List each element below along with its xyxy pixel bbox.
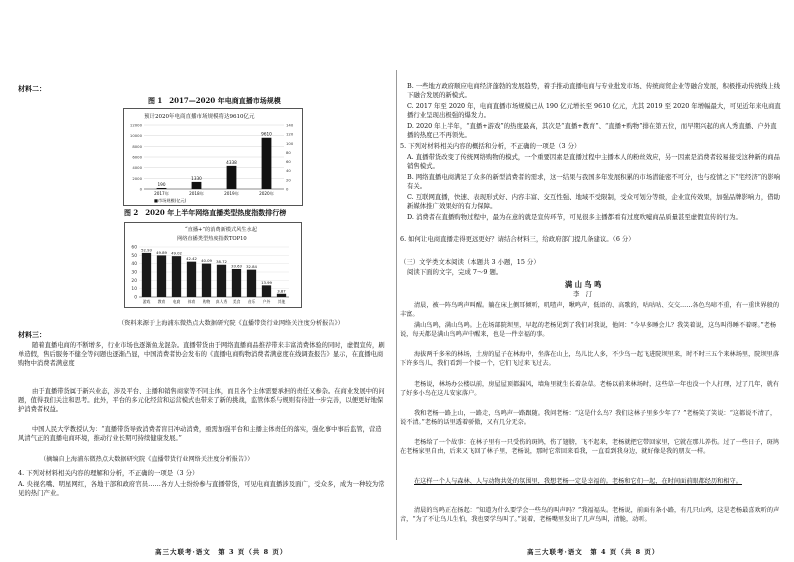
fig2-svg (125, 223, 301, 307)
fig1-x-tick: 2019年 (224, 191, 239, 196)
fig1-x-tick: 2018年 (189, 191, 204, 196)
fig1-y2-tick: 60 (286, 159, 291, 165)
fig1-y2-tick: 80 (286, 149, 291, 155)
question-4: 4. 下列对材料相关内容的理解和分析，不正确的一项是（3 分） (18, 469, 199, 477)
page-footer-right: 高三大联考·语文 第 4 页（共 8 页） (527, 548, 660, 556)
question-5-option-c[interactable]: C. 互联网直播，快速、表现形式好、内容丰富、交互性强、地域不受限制，受众可划分等级，企业宣传效果，加强品牌影响力，借助新媒体推广效果好的有力保障。 (407, 193, 780, 211)
question-4-option-a[interactable]: A. 央视名嘴、明星网红，各地干部和政府官员……各方人士纷纷参与直播带货，可见电商直播涉及面广，受众多，成为一种较为常见的热门产业。 (18, 480, 385, 498)
fig1-value-label: 4338 (226, 159, 237, 165)
fig1-y2-tick: 100 (286, 140, 294, 146)
story-para-6: 老杨给了一个故事：在林子里有一只受伤的斑鸠，伤了翅膀，飞不起来，老杨就把它带回家里，它就在那儿养伤。过了一些日子，斑鸠在老杨家里自由，后来又飞回了林子里，老杨说，那时它常回来看我，一直看到我身边，就好像是我的朋友一样。 (400, 439, 780, 456)
fig1-y2-tick: 140 (286, 122, 294, 128)
fig1-y-tick: 4000 (132, 165, 142, 171)
fig2-x-tick: 体育 (187, 299, 196, 304)
fig2-x-tick: 电商 (172, 299, 181, 304)
material3-label: 材料三： (18, 330, 46, 339)
fig1-y-tick: 6000 (132, 154, 142, 160)
story-para-3: 海拔两千多米的林场，土房的屋子在林海中，坐落在山上，鸟儿比人多，不少鸟一起飞进院坝里来，时不时三五个来林场里，院坝里落下许多鸟儿，我们看到一个接一个，它们飞过来飞过去。 (400, 351, 780, 368)
fig1-title: 图 1 2017—2020 年电商直播市场规模 (148, 96, 281, 105)
fig1-y2-tick: 120 (286, 131, 294, 137)
fig2-y-tick: 60 (131, 245, 137, 251)
fig1-value-label: 9610 (261, 131, 272, 137)
fig2-x-tick: 音乐 (247, 299, 256, 304)
fig2-value-label: 42.42 (186, 256, 197, 262)
fig1-y-tick: 10000 (129, 133, 142, 139)
fig2-bar (202, 264, 211, 297)
fig1-y-tick: 0 (139, 186, 142, 192)
fig2-y-tick: 0 (134, 295, 137, 301)
fig1-note: 预计2020年电商直播市场规模将达9610亿元 (144, 114, 255, 120)
fig2-bar (157, 255, 166, 297)
fig1-bar (227, 166, 237, 189)
fig2-y-tick: 50 (131, 253, 137, 259)
question-5-option-b[interactable]: B. 网络直播电商满足了众多的新型消费者的需求，这一结果与我国多年发展积累的市场潜能密不可分，也与疫情之下“宅经济”的影响有关。 (407, 173, 781, 191)
fig2-bar (262, 285, 271, 297)
fig2-sub1: “直播+”的消费新模式风生水起 (185, 227, 257, 233)
fig2-value-label: 32.84 (246, 264, 257, 270)
story-para-2: 满山鸟鸣，满山鸟鸣。上在场部院坝里，早起的老杨见到了我们对我说，他问：“今早多睡会儿？我笑着说，这鸟叫得睡不着呀。”老杨说，每天都是满山鸟鸣声中醒来，也是一件幸福的事。 (400, 322, 777, 339)
question-5-option-d[interactable]: D. 消费者在直播购物过程中，最为在意的就是宣传环节，可见很多主播都看有过度吹嘘商品质量甚至虚假宣传的行为。 (407, 213, 742, 221)
story-para-8: 清晨的鸟鸣正在扬起：“知道为什么要学会一些鸟的叫声吗？”我福福头。老杨说，前面有条小路，有几只山鸡，这是老杨最喜欢听的声音，“为了不让鸟儿生怕，我也要学鸟叫了。”说着，老杨嘴里发出了几声鸟叫，清脆，动听。 (400, 507, 780, 524)
fig1-chart (123, 108, 303, 206)
fig2-value-label: 49.89 (156, 249, 167, 255)
section-instruction: 阅读下面的文字，完成 7～9 题。 (407, 268, 503, 276)
page-footer-left: 高三大联考·语文 第 3 页（共 8 页） (155, 548, 288, 556)
fig1-y2-tick: 40 (286, 168, 291, 174)
fig2-y-tick: 10 (131, 287, 137, 293)
story-para-1: 清晨，被一阵鸟鸣声叫醒。躺在床上侧耳倾听，叽喳声，啾鸣声，低语的、高歌的，咕咕咕、交交……各色鸟啼不重，有一重世界般的丰富。 (400, 302, 780, 319)
para-1: 随着直播电商的不断增多，行业市场也逐渐鱼龙混杂。直播带货由于网络直播商品推荐带来丰富消费体验的同时，虚假宣传，刷单造假，售后服务不健全等问题也逐渐凸显，中国消费者协会发布的《直播电商购物消费者满意度在线调查报告》显示，在直播电商购物中消费者满意度 (18, 342, 385, 368)
fig2-x-tick: 游戏 (142, 299, 151, 304)
story-title: 满 山 鸟 鸣 (565, 280, 602, 289)
fig2-x-tick: 教育 (157, 299, 166, 304)
question-4-option-b[interactable]: B. 一些地方政府顺应电商经济蓬勃的发展趋势，着手推动直播电商与专业批发市场、传统商贸企业等融合发展，积极推动传统线上线下融合发展的新模式。 (407, 82, 781, 100)
fig2-bar (277, 294, 286, 297)
section-heading: （三）文学类文本阅读（本题共 3 小题，15 分） (400, 258, 540, 266)
fig1-legend: ■市场规模(亿元) (154, 198, 187, 203)
source-note-1: （资料来源于上海浦东微热点大数据研究院《直播带货行业网络关注度分析报告》） (118, 320, 344, 327)
fig2-x-tick: 美食 (232, 299, 241, 304)
fig2-value-label: 40.09 (201, 258, 212, 264)
story-author: 李 汀 (573, 290, 593, 298)
fig1-bar (157, 188, 167, 189)
source-note-2: （摘编自上海浦东微热点大数据研究院《直播带货行业网络关注度分析报告》） (40, 456, 254, 463)
fig1-value-label: 190 (157, 181, 166, 187)
fig1-x-tick: 2017年 (154, 191, 169, 196)
fig2-bar (217, 265, 226, 297)
fig1-x-tick: 2020年 (259, 191, 274, 196)
story-para-4: 老杨说，林场办公楼以前，房屋屋顶都漏风，墙角里就生长着杂草。老杨以前来林场时，这些草一年也没一个人打理，过了几年，就有了好多小鸟在这儿安家落户。 (400, 381, 780, 398)
fig2-y-tick: 30 (131, 270, 137, 276)
fig2-value-label: 13.99 (261, 279, 272, 285)
question-6: 6. 如何让电商直播走得更远更好？请结合材料三，给政府部门提几条建议。（6 分） (400, 235, 635, 243)
question-4-option-d[interactable]: D. 2020 年上半年，“直播+游戏”的热度最高，其次是“直播+教育”、“直播+购物”排在第五位，而早期兴起的真人秀直播、户外直播的热度已不再领先。 (407, 122, 777, 140)
fig2-bar (172, 256, 181, 297)
story-para-7: 在这样一个人与森林、人与动物共处的氛围里，我想老杨一定是幸福的。老杨和它们一起，在时间面前眼都经历和相守。 (414, 478, 742, 485)
fig1-y2-tick: 0 (286, 186, 289, 192)
fig1-bar (262, 138, 272, 189)
fig2-chart (124, 222, 302, 308)
fig2-value-label: 3.87 (277, 288, 286, 294)
fig2-y-tick: 20 (131, 278, 137, 284)
fig2-value-label: 49.02 (171, 250, 182, 256)
question-4-option-c[interactable]: C. 2017 年至 2020 年，电商直播市场规模已从 190 亿元增长至 9610 亿元，尤其 2019 至 2020 年增幅最大，可见近年来电商直播行业呈现出极强的爆发力。 (407, 102, 781, 120)
para-3: 中国人民大学教授认为：“直播带货导致消费者盲目冲动消费，亟需加强平台和主播主体责任的落实，强化事中事后监管，营造风清气正的直播电商环境，推动行业长期可持续健康发展。” (18, 426, 382, 443)
story-para-5: 我和老杨一路上山，一路走，鸟鸣声一路跟随。我问老杨：“这是什么鸟？我们这林子里多少年了？”老杨笑了笑说：“这都说不清了，说不清。”老杨的话里透着骄傲，又有几分无奈。 (400, 410, 777, 427)
fig2-x-tick: 其他 (277, 299, 286, 304)
question-5-option-a[interactable]: A. 直播带货改变了传统网络购物的模式，一个重要因素是直播过程中主播本人的粉丝效应，另一因素是消费者较易接受这种新的商品销售模式。 (407, 153, 780, 171)
right-page (397, 0, 794, 562)
fig2-x-tick: 购物 (202, 299, 211, 304)
fig1-y2-tick: 20 (286, 177, 291, 183)
fig2-bar (187, 262, 196, 297)
fig2-x-tick: 真人秀 (215, 299, 228, 304)
fig1-svg (124, 109, 302, 205)
fig2-y-tick: 40 (131, 262, 137, 268)
fig2-bar (232, 269, 241, 297)
fig2-bar (247, 270, 256, 297)
fig1-value-label: 1330 (191, 175, 202, 181)
fig2-value-label: 33.63 (231, 263, 242, 269)
fig1-bar (192, 182, 202, 189)
fig1-y-tick: 2000 (132, 175, 142, 181)
fig2-value-label: 38.72 (216, 259, 227, 265)
question-5: 5. 下列对材料相关内容的概括和分析，不正确的一项是（3 分） (400, 142, 581, 150)
fig2-bar (142, 253, 151, 297)
fig2-x-tick: 户外 (262, 299, 271, 304)
fig2-value-label: 52.93 (141, 247, 152, 253)
fig2-title: 图 2 2020 年上半年网络直播类型热度指数排行榜 (124, 208, 287, 217)
material-label: 材料二： (18, 84, 46, 93)
para-2: 由于直播带货属于新兴业态，涉及平台、主播和销售商家等不同主体，而且各个主体需要承担的责任又参杂。在商业发展中的问题，值得我们关注和思考。此外，平台的多元化经营和运营模式也带来了新的挑战，监管体系与规则有待进一步完善，以便更好地保护消费者权益。 (18, 388, 385, 414)
fig1-y-tick: 8000 (132, 143, 142, 149)
fig1-y-tick: 12000 (129, 122, 142, 128)
fig2-sub2: 网络直播类型热度指数TOP10 (177, 236, 247, 242)
